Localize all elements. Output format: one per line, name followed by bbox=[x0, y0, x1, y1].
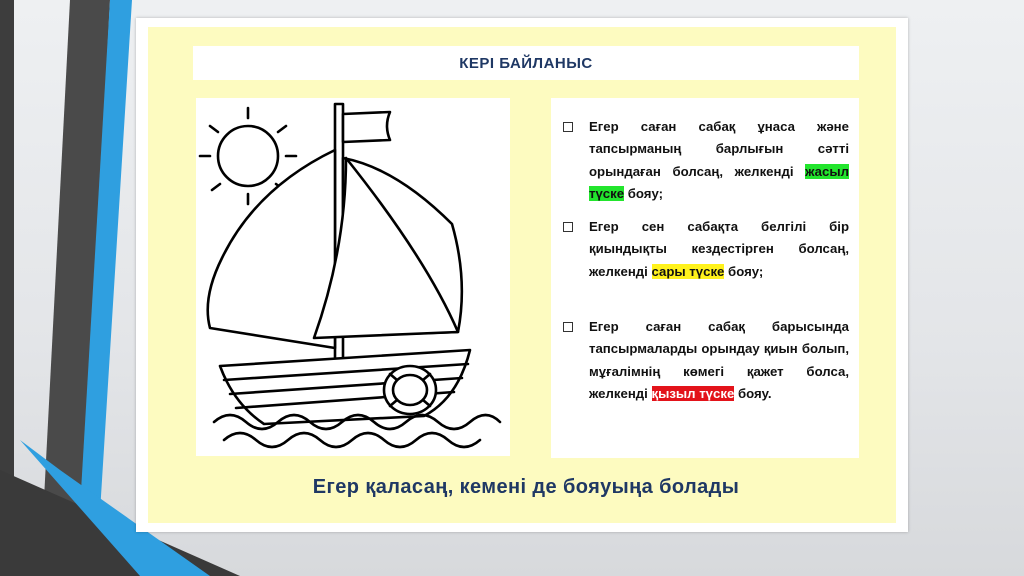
slide-title bbox=[193, 46, 859, 80]
instruction-item-red bbox=[589, 316, 849, 406]
instruction-item-green bbox=[589, 116, 849, 206]
yellow-highlight: сары түске bbox=[651, 263, 725, 279]
sailboat-drawing bbox=[196, 98, 510, 456]
red-highlight: қызыл түске bbox=[651, 386, 735, 402]
checkbox-icon bbox=[563, 322, 573, 332]
footer-caption: Егер қаласаң, кемені де бояуыңа болады bbox=[312, 476, 740, 498]
instructions-box bbox=[551, 98, 859, 458]
flag bbox=[343, 112, 390, 142]
lifebuoy-icon bbox=[384, 366, 436, 414]
checkbox-icon bbox=[563, 122, 573, 132]
instruction-text: Егер саған сабақ ұнаса және тапсырманың барлығын сәтті орындаған болсаң, желкенді bbox=[589, 119, 849, 179]
slide-title-text: КЕРІ БАЙЛАНЫС bbox=[459, 54, 593, 72]
checkbox-icon bbox=[563, 222, 573, 232]
instruction-item-yellow bbox=[589, 216, 849, 283]
instruction-tail: бояу. bbox=[734, 386, 772, 402]
sailboat-illustration bbox=[196, 98, 510, 456]
green-highlight: жасыл түске bbox=[589, 163, 849, 202]
left-sail bbox=[208, 150, 335, 348]
instruction-tail: бояу; bbox=[624, 186, 664, 202]
instruction-text: Егер сен сабақта белгілі бір қиындықты кездестірген болсаң, желкенді bbox=[589, 219, 849, 279]
instruction-tail: бояу; bbox=[728, 263, 764, 279]
instruction-text: Егер саған сабақ барысында тапсырмаларды орындау қиын болып, мұғалімнің көмегі қажет болса, желкенді bbox=[589, 319, 849, 402]
